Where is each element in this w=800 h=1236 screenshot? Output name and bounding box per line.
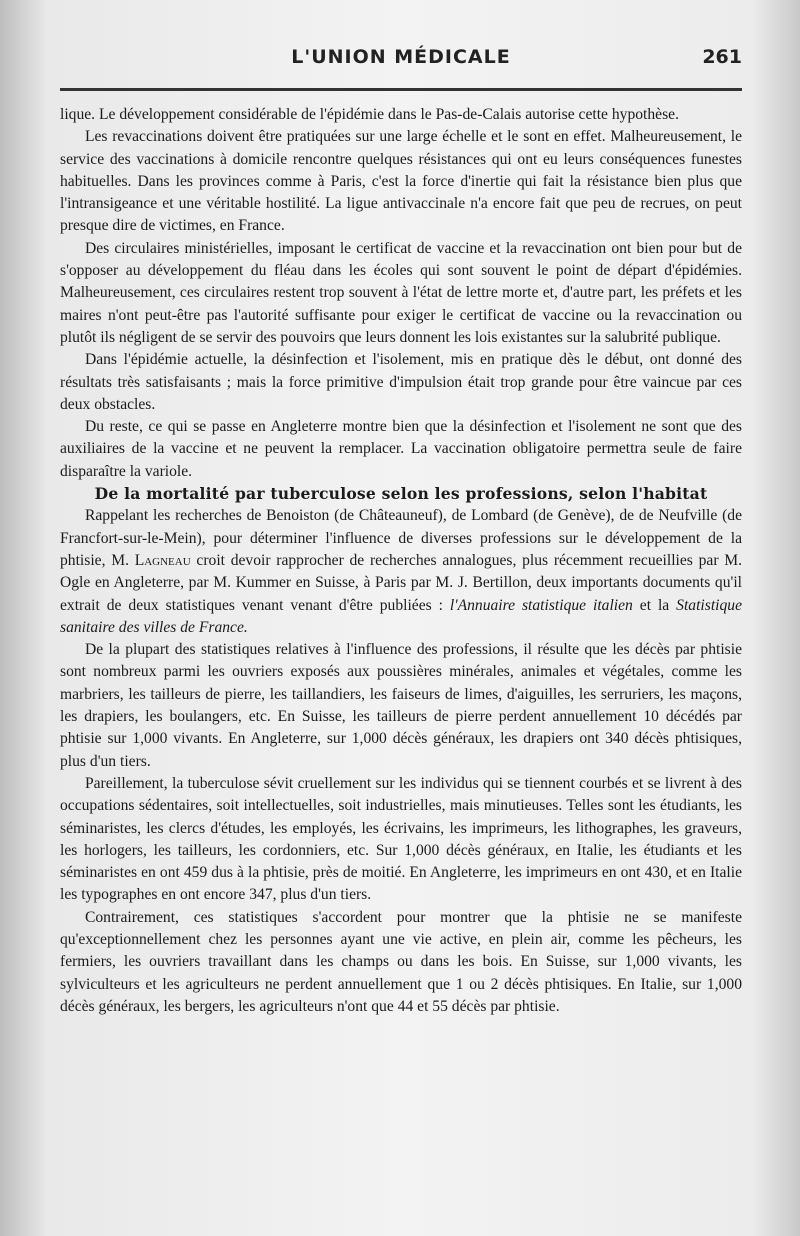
article-body xyxy=(60,104,742,1018)
header-rule xyxy=(60,88,742,91)
paragraph-angleterre: Du reste, ce qui se passe en Angleterre montre bien que la désinfection et l'isolement ne sont que des auxiliaires de la vaccine et ne peuvent la remplacer. La vaccination obligatoire permettra seule de faire disparaître la variole. xyxy=(60,418,742,480)
paragraph-circulaires: Des circulaires ministérielles, imposant le certificat de vaccine et la revaccination ont bien pour but de s'opposer au développement du fléau dans les écoles qui sont souvent le point de départ d'épidémies. Malheureusement, ces circulaires restent trop souvent à l'état de lettre morte et, d'autre part, les préfets et les maires n'ont peut-être pas l'autorité suffisante pour exiger le certificat de vaccine ou la revaccination ou plutôt ils négligent de se servir des pouvoirs que leurs donnent les lois existantes sur la salubrité publique. xyxy=(60,239,742,346)
page-number: 261 xyxy=(702,46,742,68)
paragraph-revaccinations: Les revaccinations doivent être pratiquées sur une large échelle et le sont en effet. Malheureusement, le service des vaccinations à domicile rencontre quelques résistances qui ont eu leurs conséquences funestes habituelles. Dans les provinces comme à Paris, c'est la force d'inertie qui fait la résistance bien plus que l'intransigeance et une véritable hostilité. La ligue antivaccinale n'a encore fait que peu de recrues, on peut presque dire de victimes, en France. xyxy=(60,128,742,235)
section-heading: De la mortalité par tuberculose selon les professions, selon l'habitat xyxy=(94,484,708,504)
publication-title: Statistique sanitaire des villes de France. xyxy=(60,596,743,636)
paragraph-continuation: lique. Le développement considérable de l'épidémie dans le Pas-de-Calais autorise cette hypothèse. xyxy=(60,106,679,123)
text-segment: croit devoir rapprocher de recherches annalogues, plus récemment recueillies par M. Ogle en Angleterre, par M. Kummer en Suisse, à Paris par M. J. Bertillon, deux importants documents qu'il extrait de deux statistiques venant venant d'être publiées : xyxy=(60,551,742,614)
author-name: Lagneau xyxy=(134,551,191,569)
paragraph-epidemie-actuelle: Dans l'épidémie actuelle, la désinfection et l'isolement, mis en pratique dès le début, ont donné des résultats très satisfaisants ; mais la force primitive d'impulsion était trop grande pour être vaincue par ces deux obstacles. xyxy=(60,351,742,413)
page-header xyxy=(60,46,742,86)
text-segment: et la xyxy=(639,596,670,614)
paragraph-professions: De la plupart des statistiques relatives à l'influence des professions, il résulte que les décès par phtisie sont nombreux parmi les ouvriers exposés aux poussières minérales, animales et végétales, comme les marbriers, les tailleurs de pierre, les taillandiers, les faiseurs de limes, d'aiguilles, les serruriers, les maçons, les drapiers, les boulangers, etc. En Suisse, les tailleurs de pierre perdent annuellement 10 décédés par phtisie sur 1,000 vivants. En Angleterre, sur 1,000 décès généraux, les drapiers ont 340 décès phtisiques, plus d'un tiers. xyxy=(60,641,742,770)
running-title: L'UNION MÉDICALE xyxy=(291,46,511,68)
paragraph-sedentaires: Pareillement, la tuberculose sévit cruellement sur les individus qui se tiennent courbés et se livrent à des occupations sédentaires, soit intellectuelles, soit industrielles, mais minutieuses. Telles sont les étudiants, les séminaristes, les clercs d'études, les employés, les écrivains, les imprimeurs, les lithographes, les graveurs, les horlogers, les tailleurs, les cordonniers, etc. Sur 1,000 décès généraux, en Italie, les étudiants et les séminaristes en ont 459 dus à la phtisie, près de moitié. En Angleterre, les imprimeurs en ont 430, et en Italie les typographes en ont encore 347, plus d'un tiers. xyxy=(60,774,742,904)
text-segment: Rappelant les recherches de Benoiston (de Châteauneuf), de Lombard (de Genève), de de Neufville (de Francfort-sur-le-Mein), pour déterminer l'influence de diverses professions sur le développement de la phtisie, M. xyxy=(60,507,742,569)
paragraph-recherches xyxy=(60,505,742,639)
paragraph-plein-air: Contrairement, ces statistiques s'accordent pour montrer que la phtisie ne se manifeste qu'exceptionnellement chez les personnes ayant une vie active, en plein air, comme les pêcheurs, les fermiers, les ouvriers travaillant dans les champs ou dans les bois. En Suisse, sur 1,000 vivants, les sylviculteurs et les agriculteurs ne perdent annuellement que 1 ou 2 décès phtisiques. En Italie, sur 1,000 décès généraux, les bergers, les agriculteurs n'ont que 44 et 55 décès par phtisie. xyxy=(60,908,742,1015)
publication-title: l'Annuaire statistique italien xyxy=(449,596,633,614)
